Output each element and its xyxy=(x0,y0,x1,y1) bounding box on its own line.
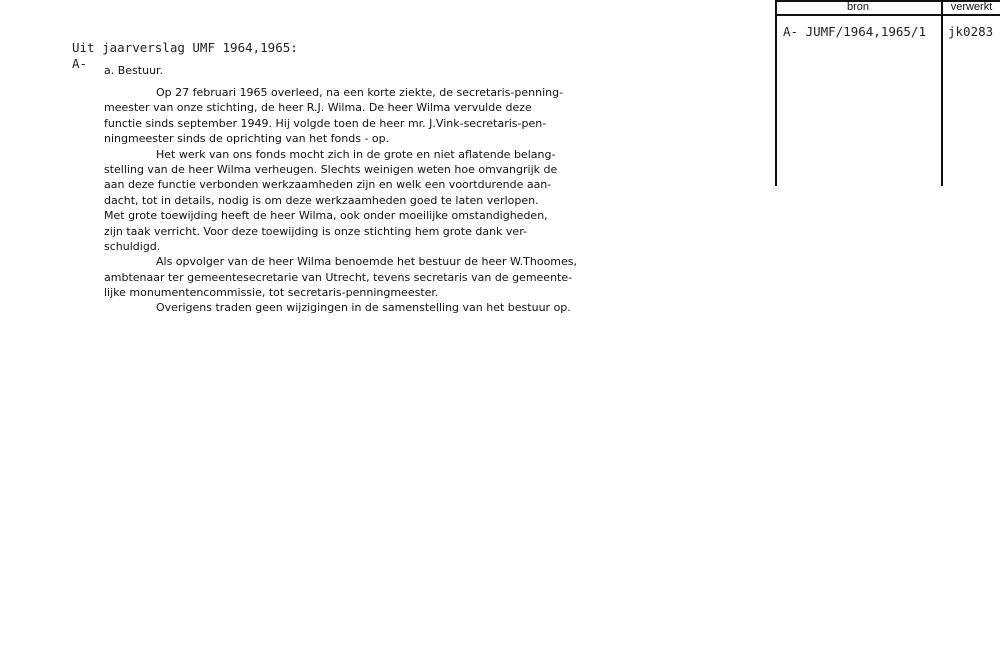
body-text xyxy=(104,85,594,316)
text-line: ningmeester sinds de oprichting van het fonds - op. xyxy=(104,132,390,146)
table-left-border xyxy=(775,0,777,186)
table-column-divider xyxy=(941,0,943,186)
text-line: functie sinds september 1949. Hij volgde toen de heer mr. J.Vink-secretaris-pen- xyxy=(104,116,547,130)
cell-bron: A- JUMF/1964,1965/1 xyxy=(783,24,926,39)
section-title: a. Bestuur. xyxy=(104,64,164,77)
text-line: schuldigd. xyxy=(104,239,161,253)
text-line: meester van onze stichting, de heer R.J. Wilma. De heer Wilma vervulde deze xyxy=(104,101,532,115)
text-line: lijke monumentencommissie, tot secretaris-penningmeester. xyxy=(104,286,439,300)
margin-code: A- xyxy=(72,56,88,71)
text-line: stelling van de heer Wilma verheugen. Slechts weinigen weten hoe omvangrijk de xyxy=(104,162,558,176)
text-line: Het werk van ons fonds mocht zich in de grote en niet aflatende belang- xyxy=(156,147,556,161)
table-header-border xyxy=(775,14,1000,16)
text-line: ambtenaar ter gemeentesecretarie van Utrecht, tevens secretaris van de gemeente- xyxy=(104,270,573,284)
source-table xyxy=(775,0,1000,186)
text-line: Met grote toewijding heeft de heer Wilma, ook onder moeilijke omstandigheden, xyxy=(104,209,548,223)
text-line: Overigens traden geen wijzigingen in de samenstelling van het bestuur op. xyxy=(156,301,571,315)
text-line: aan deze functie verbonden werkzaamheden zijn en welk een voortdurende aan- xyxy=(104,178,552,192)
text-line: Als opvolger van de heer Wilma benoemde het bestuur de heer W.Thoomes, xyxy=(156,255,578,269)
text-line: dacht, tot in details, nodig is om deze werkzaamheden goed te laten verlopen. xyxy=(104,193,539,207)
document-heading: Uit jaarverslag UMF 1964,1965: xyxy=(72,40,298,55)
column-header-verwerkt: verwerkt xyxy=(950,1,993,13)
column-header-bron: bron xyxy=(846,1,870,13)
text-line: Op 27 februari 1965 overleed, na een korte ziekte, de secretaris-penning- xyxy=(156,86,564,99)
cell-verwerkt: jk0283 xyxy=(948,24,994,39)
text-line: zijn taak verricht. Voor deze toewijding is onze stichting hem grote dank ver- xyxy=(104,224,527,238)
